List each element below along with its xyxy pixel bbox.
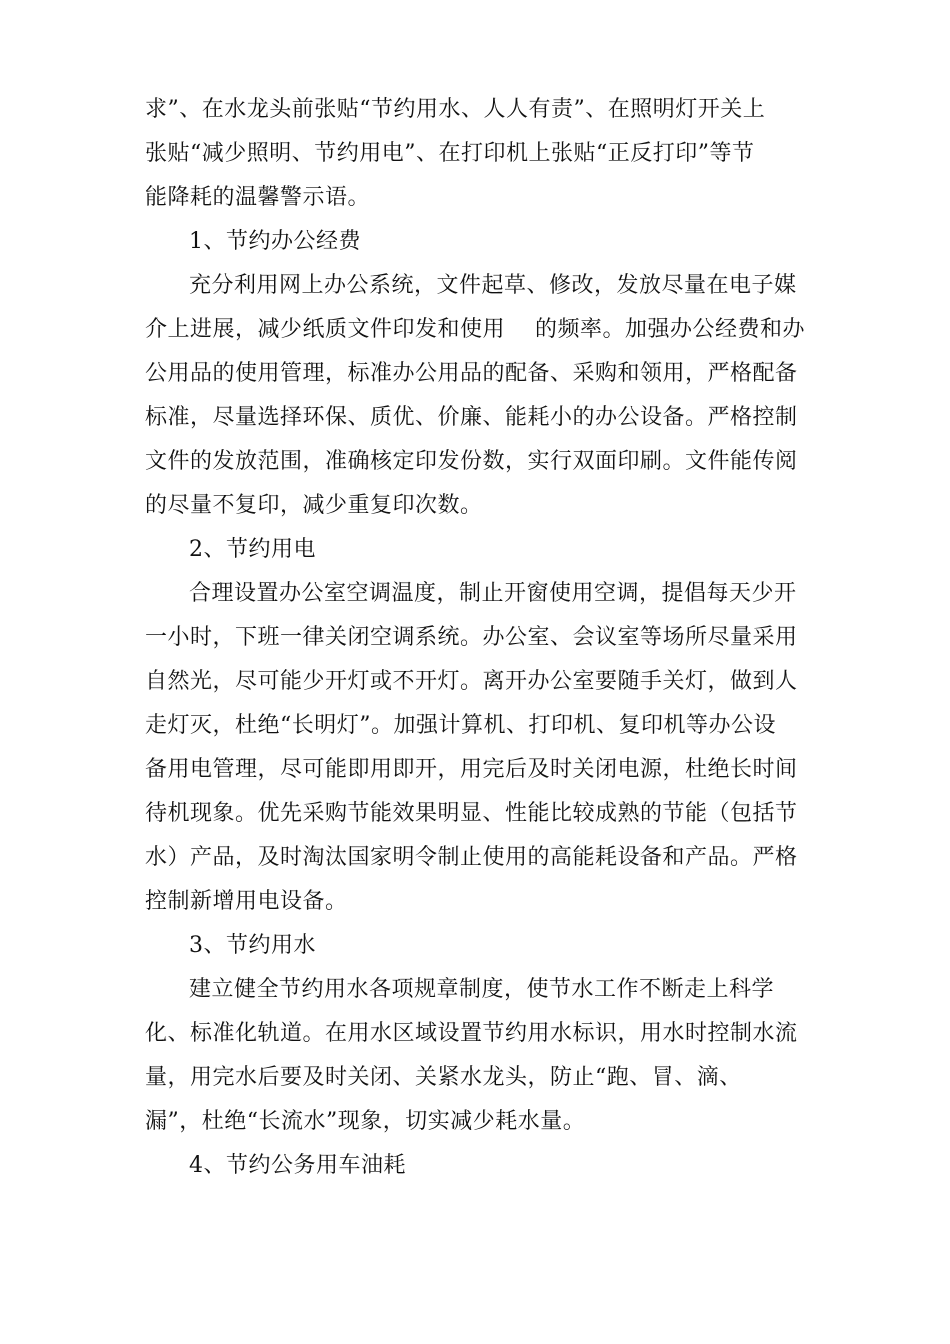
text-line: 张贴“减少照明、节约用电”、在打印机上张贴“正反打印”等节 [145,141,755,166]
text-line: 介上进展，减少纸质文件印发和使用 的频率。加强办公经费和办 [145,317,805,342]
text-line: 的尽量不复印，减少重复印次数。 [145,493,483,518]
text-line: 能降耗的温馨警示语。 [145,185,371,210]
section-heading: 2、节约用电 [189,537,316,562]
section-heading: 4、节约公务用车油耗 [189,1153,406,1178]
text-line: 充分利用网上办公系统，文件起草、修改，发放尽量在电子媒 [189,273,797,298]
text-line: 求”、在水龙头前张贴“节约用水、人人有责”、在照明灯开关上 [145,97,766,122]
text-line: 待机现象。优先采购节能效果明显、性能比较成熟的节能（包括节 [145,801,798,826]
text-line: 自然光，尽可能少开灯或不开灯。离开办公室要随手关灯，做到人 [145,669,798,694]
text-line: 走灯灭，杜绝“长明灯”。加强计算机、打印机、复印机等办公设 [145,713,776,738]
text-line: 控制新增用电设备。 [145,889,348,914]
text-line: 水）产品，及时淘汰国家明令制止使用的高能耗设备和产品。严格 [145,845,798,870]
text-line: 标准，尽量选择环保、质优、价廉、能耗小的办公设备。严格控制 [145,405,798,430]
text-line: 化、标准化轨道。在用水区域设置节约用水标识，用水时控制水流 [145,1021,798,1046]
section-heading: 3、节约用水 [189,933,316,958]
section-heading: 1、节约办公经费 [189,229,361,254]
text-line: 公用品的使用管理，标准办公用品的配备、采购和领用，严格配备 [145,361,798,386]
text-line: 漏”，杜绝“长流水”现象，切实减少耗水量。 [145,1109,586,1134]
text-line: 备用电管理，尽可能即用即开，用完后及时关闭电源，杜绝长时间 [145,757,798,782]
text-line: 合理设置办公室空调温度，制止开窗使用空调，提倡每天少开 [189,581,797,606]
text-line: 建立健全节约用水各项规章制度，使节水工作不断走上科学 [189,977,775,1002]
text-line: 一小时，下班一律关闭空调系统。办公室、会议室等场所尽量采用 [145,625,798,650]
text-line: 量，用完水后要及时关闭、关紧水龙头，防止“跑、冒、滴、 [145,1065,742,1090]
text-line: 文件的发放范围，准确核定印发份数，实行双面印刷。文件能传阅 [145,449,798,474]
